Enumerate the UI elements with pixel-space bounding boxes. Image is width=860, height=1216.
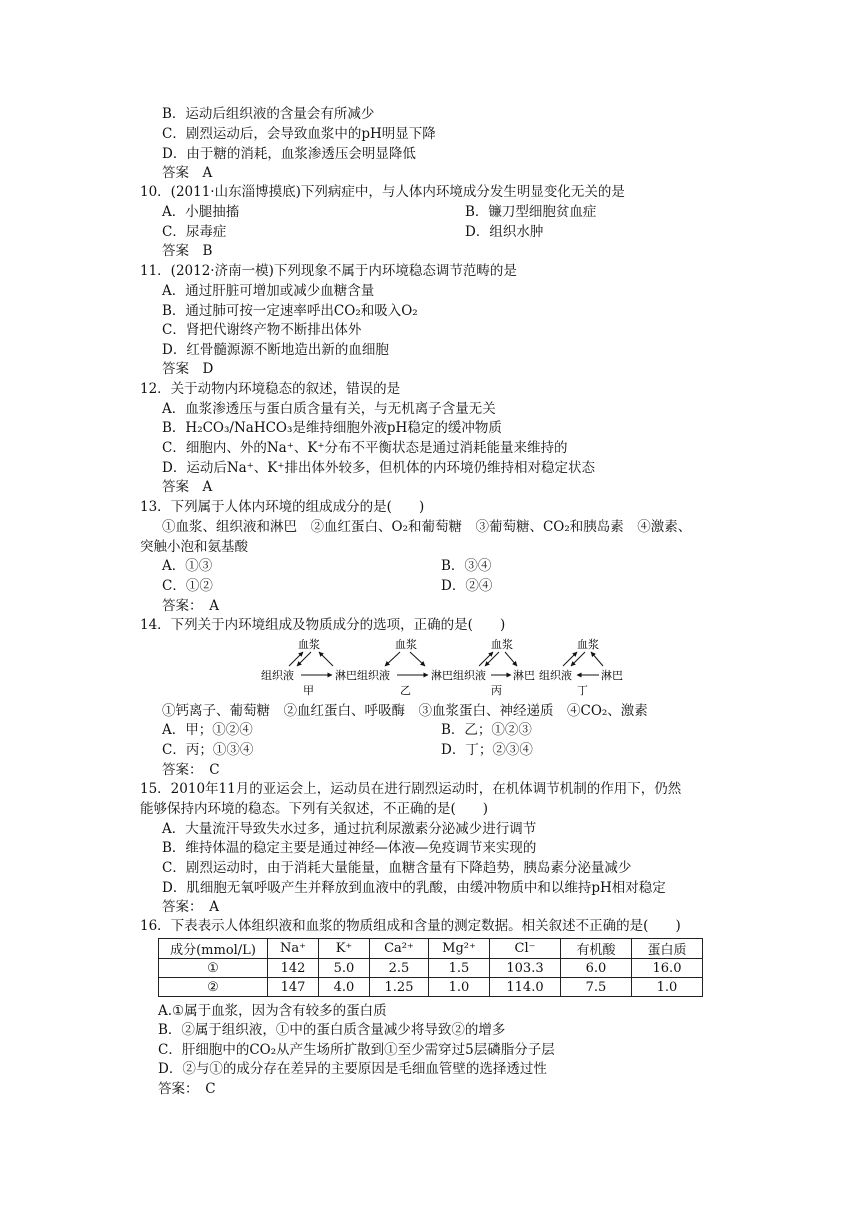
q10-answer: 答案 B [162,243,213,259]
table-cell: 16.0 [632,959,703,978]
lymph-label: 淋巴 [431,669,453,682]
q11-option-d: D．红骨髓源源不断地造出新的血细胞 [162,342,389,358]
q14-option-b: B．乙；①②③ [441,722,532,738]
q13-option-c: C．①② [162,578,213,594]
q10-option-a: A．小腿抽搐 [162,204,240,220]
q11-option-b: B．通过肺可按一定速率呼出CO₂和吸入O₂ [162,303,418,319]
table-cell: 1.0 [429,978,490,997]
q15-option-d: D．肌细胞无氧呼吸产生并释放到血液中的乳酸，由缓冲物质中和以维持pH相对稳定 [162,880,666,896]
diagram-yi [357,637,453,697]
q10-option-c: C．尿毒症 [162,224,227,240]
q13-answer: 答案： A [162,598,219,614]
q15-stem-cont: 能够保持内环境的稳态。下列有关叙述，不正确的是( ) [140,801,489,817]
q16-option-d: D．②与①的成分存在差异的主要原因是毛细血管壁的选择透过性 [158,1061,547,1077]
q14-stem: 14．下列关于内环境组成及物质成分的选项，正确的是( ) [140,617,506,633]
diagram-ding [539,637,623,697]
q13-option-d: D．②④ [441,578,493,594]
table-row [159,959,703,978]
table-header-cell: Cl⁻ [490,939,561,959]
q15-option-c: C．剧烈运动时，由于消耗大量能量，血糖含量有下降趋势，胰岛素分泌量减少 [162,860,632,876]
q13-option-b: B．③④ [441,558,492,574]
q14-diagram [255,634,635,698]
q13-option-a: A．①③ [162,558,213,574]
tissue-fluid-label: 组织液 [539,669,572,682]
q12-option-b: B．H₂CO₃/NaHCO₃是维持细胞外液pH稳定的缓冲物质 [162,420,502,436]
diagram-label-jia: 甲 [303,684,314,697]
diagram-bing [453,637,535,697]
q10-option-b: B．镰刀型细胞贫血症 [465,204,597,220]
table-cell: ① [159,959,268,978]
plasma-label: 血浆 [298,638,320,651]
q14-option-a: A．甲；①②④ [162,722,253,738]
q9-option-d: D．由于糖的消耗，血浆渗透压会明显降低 [162,146,416,162]
q9-answer: 答案 A [162,165,213,181]
table-cell: 147 [268,978,319,997]
q10-option-d: D．组织水肿 [465,224,544,240]
q14-option-d: D．丁；②③④ [441,742,533,758]
table-cell: 2.5 [370,959,429,978]
q13-stem: 13．下列属于人体内环境的组成成分的是( ) [140,499,425,515]
table-cell: 142 [268,959,319,978]
q11-option-a: A．通过肝脏可增加或减少血糖含量 [162,283,375,299]
diagram-jia [261,637,357,697]
table-cell: 7.5 [561,978,632,997]
plasma-label: 血浆 [395,638,417,651]
table-header-cell: K⁺ [319,939,370,959]
q16-option-c: C．肝细胞中的CO₂从产生场所扩散到①至少需穿过5层磷脂分子层 [158,1042,555,1058]
table-header-row [159,939,703,959]
q14-answer: 答案： C [162,762,220,778]
q15-option-a: A．大量流汗导致失水过多，通过抗利尿激素分泌减少进行调节 [162,821,537,837]
table-cell: 4.0 [319,978,370,997]
table-header-cell: Na⁺ [268,939,319,959]
q12-answer: 答案 A [162,479,213,495]
q11-answer: 答案 D [162,361,214,377]
table-cell: 1.0 [632,978,703,997]
tissue-fluid-label: 组织液 [357,669,390,682]
q16-data-table [158,938,703,997]
table-header-cell: 成分(mmol/L) [159,939,268,959]
q16-answer: 答案： C [158,1081,216,1097]
table-cell: 103.3 [490,959,561,978]
q11-stem: 11．(2012·济南一模)下列现象不属于内环境稳态调节范畴的是 [140,263,517,279]
q12-option-d: D．运动后Na⁺、K⁺排出体外较多，但机体的内环境仍维持相对稳定状态 [162,460,596,476]
table-header-cell: Ca²⁺ [370,939,429,959]
plasma-label: 血浆 [577,638,599,651]
table-cell: 1.25 [370,978,429,997]
diagram-label-yi: 乙 [400,684,411,697]
q12-option-a: A．血浆渗透压与蛋白质含量有关，与无机离子含量无关 [162,401,496,417]
table-cell: 1.5 [429,959,490,978]
tissue-fluid-label: 组织液 [453,669,486,682]
diagram-label-bing: 丙 [491,684,502,697]
lymph-label: 淋巴 [601,669,623,682]
q14-option-c: C．丙；①③④ [162,742,254,758]
q15-stem: 15．2010年11月的亚运会上，运动员在进行剧烈运动时，在机体调节机制的作用下，仍然 [140,781,682,797]
table-header-cell: Mg²⁺ [429,939,490,959]
q12-option-c: C．细胞内、外的Na⁺、K⁺分布不平衡状态是通过消耗能量来维持的 [162,440,568,456]
table-cell: 6.0 [561,959,632,978]
q15-answer: 答案： A [162,899,219,915]
q15-option-b: B．维持体温的稳定主要是通过神经—体液—免疫调节来实现的 [162,840,537,856]
table-header-cell: 蛋白质 [632,939,703,959]
q9-option-b: B．运动后组织液的含量会有所减少 [162,106,375,122]
q12-stem: 12．关于动物内环境稳态的叙述，错误的是 [140,381,401,397]
table-row [159,978,703,997]
q11-option-c: C．肾把代谢终产物不断排出体外 [162,322,362,338]
table-cell: ② [159,978,268,997]
q16-option-b: B．②属于组织液，①中的蛋白质含量减少将导致②的增多 [158,1022,506,1038]
plasma-label: 血浆 [491,638,513,651]
q9-option-c: C．剧烈运动后，会导致血浆中的pH明显下降 [162,126,436,142]
tissue-fluid-label: 组织液 [261,669,294,682]
q14-items: ①钙离子、葡萄糖 ②血红蛋白、呼吸酶 ③血浆蛋白、神经递质 ④CO₂、激素 [162,703,648,719]
q13-items: ①血浆、组织液和淋巴 ②血红蛋白、O₂和葡萄糖 ③葡萄糖、CO₂和胰岛素 ④激素、 [162,519,692,535]
q16-option-a: A.①属于血浆，因为含有较多的蛋白质 [158,1003,387,1019]
q10-stem: 10．(2011·山东淄博摸底)下列病症中，与人体内环境成分发生明显变化无关的是 [140,184,625,200]
table-cell: 5.0 [319,959,370,978]
table-cell: 114.0 [490,978,561,997]
q13-items-cont: 突触小泡和氨基酸 [140,539,248,555]
lymph-label: 淋巴 [335,669,357,682]
lymph-label: 淋巴 [513,669,535,682]
q16-stem: 16．下表表示人体组织液和血浆的物质组成和含量的测定数据。相关叙述不正确的是( ) [140,918,681,934]
table-header-cell: 有机酸 [561,939,632,959]
diagram-label-ding: 丁 [577,684,588,697]
